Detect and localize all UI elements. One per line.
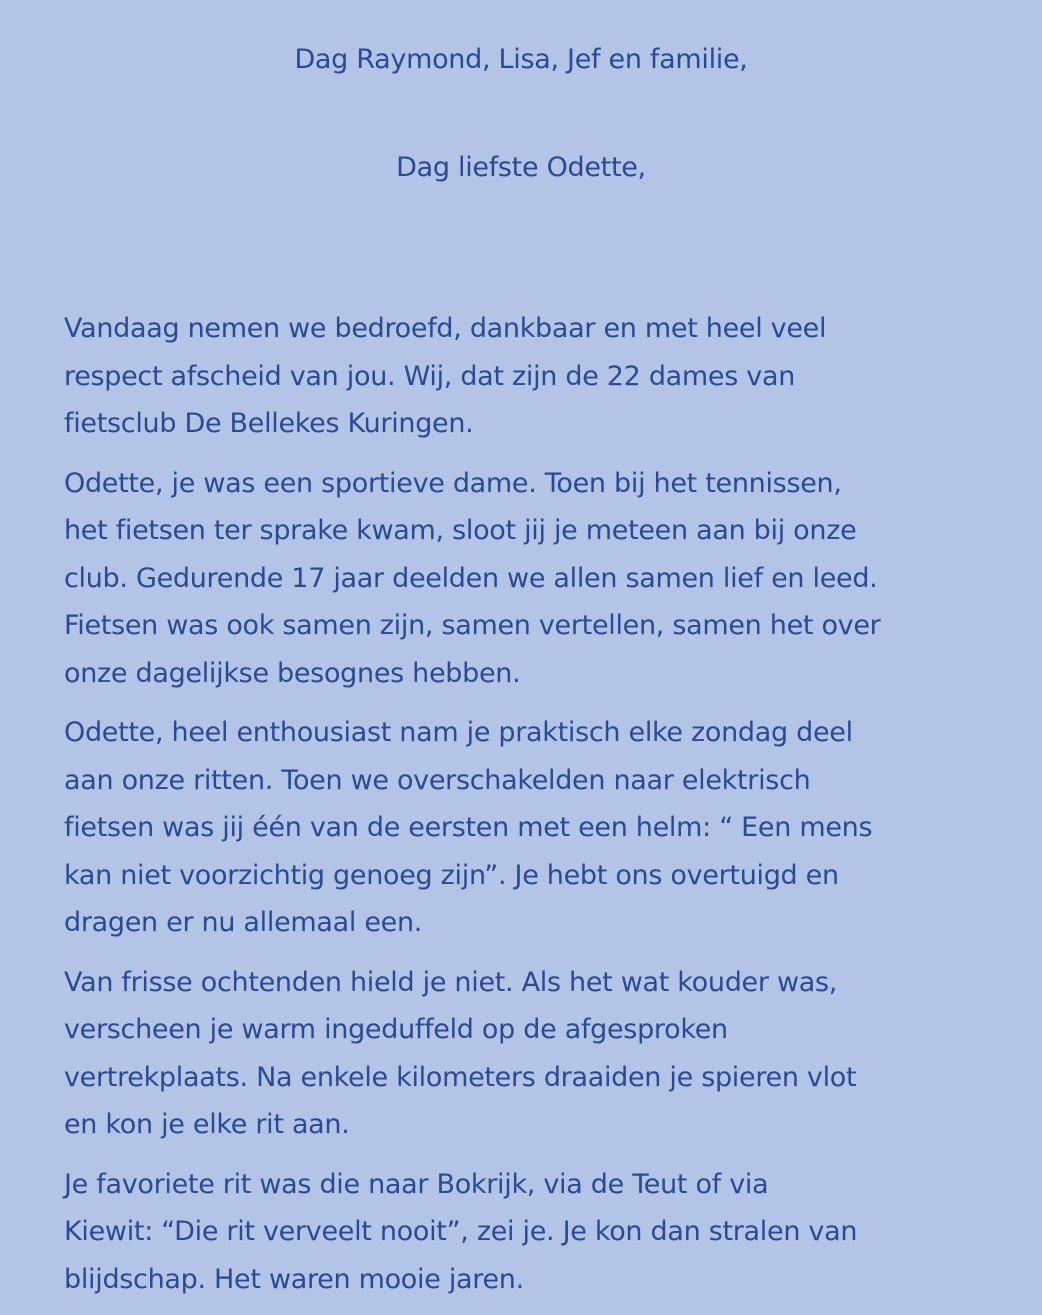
paragraph-favourite-ride [64,1161,984,1304]
text-line: en kon je elke rit aan. [64,1109,350,1140]
text-line: fietsen was jij één van de eersten met een helm: “ Een mens [64,812,873,843]
paragraph-farewell [64,305,984,448]
text-line: Je favoriete rit was die naar Bokrijk, via de Teut of via [64,1168,769,1200]
greeting-family: Dag Raymond, Lisa, Jef en familie, [294,44,748,75]
text-line: Odette, heel enthousiast nam je praktisch elke zondag deel [64,717,853,748]
text-line: vertrekplaats. Na enkele kilometers draaiden je spieren vlot [64,1061,857,1093]
text-line: aan onze ritten. Toen we overschakelden naar elektrisch [64,764,811,796]
text-line: Van frisse ochtenden hield je niet. Als het wat kouder was, [64,966,838,998]
text-line: het fietsen ter sprake kwam, sloot jij je meteen aan bij onze [64,515,857,546]
text-line: dragen er nu allemaal een. [64,907,423,938]
letter-body [64,305,984,1315]
paragraph-enthusiast [64,709,984,947]
greeting-odette: Dag liefste Odette, [396,152,646,183]
text-line: onze dagelijkse besognes hebben. [64,657,521,689]
text-line: fietsclub De Bellekes Kuringen. [64,408,474,439]
text-line: Kiewit: “Die rit verveelt nooit”, zei je. Je kon dan stralen van [64,1216,858,1247]
text-line: Vandaag nemen we bedroefd, dankbaar en met heel veel [64,313,827,344]
text-line: club. Gedurende 17 jaar deelden we allen samen lief en leed. [64,562,878,594]
paragraph-mornings [64,959,984,1149]
text-line: kan niet voorzichtig genoeg zijn”. Je hebt ons overtuigd en [64,859,839,891]
text-line: Odette, je was een sportieve dame. Toen bij het tennissen, [64,467,842,499]
text-line: respect afscheid van jou. Wij, dat zijn de 22 dames van [64,360,796,392]
text-line: Fietsen was ook samen zijn, samen vertellen, samen het over [64,610,881,641]
paragraph-sportive [64,460,984,698]
text-line: blijdschap. Het waren mooie jaren. [64,1263,524,1295]
text-line: verscheen je warm ingeduffeld op de afgesproken [64,1014,728,1045]
